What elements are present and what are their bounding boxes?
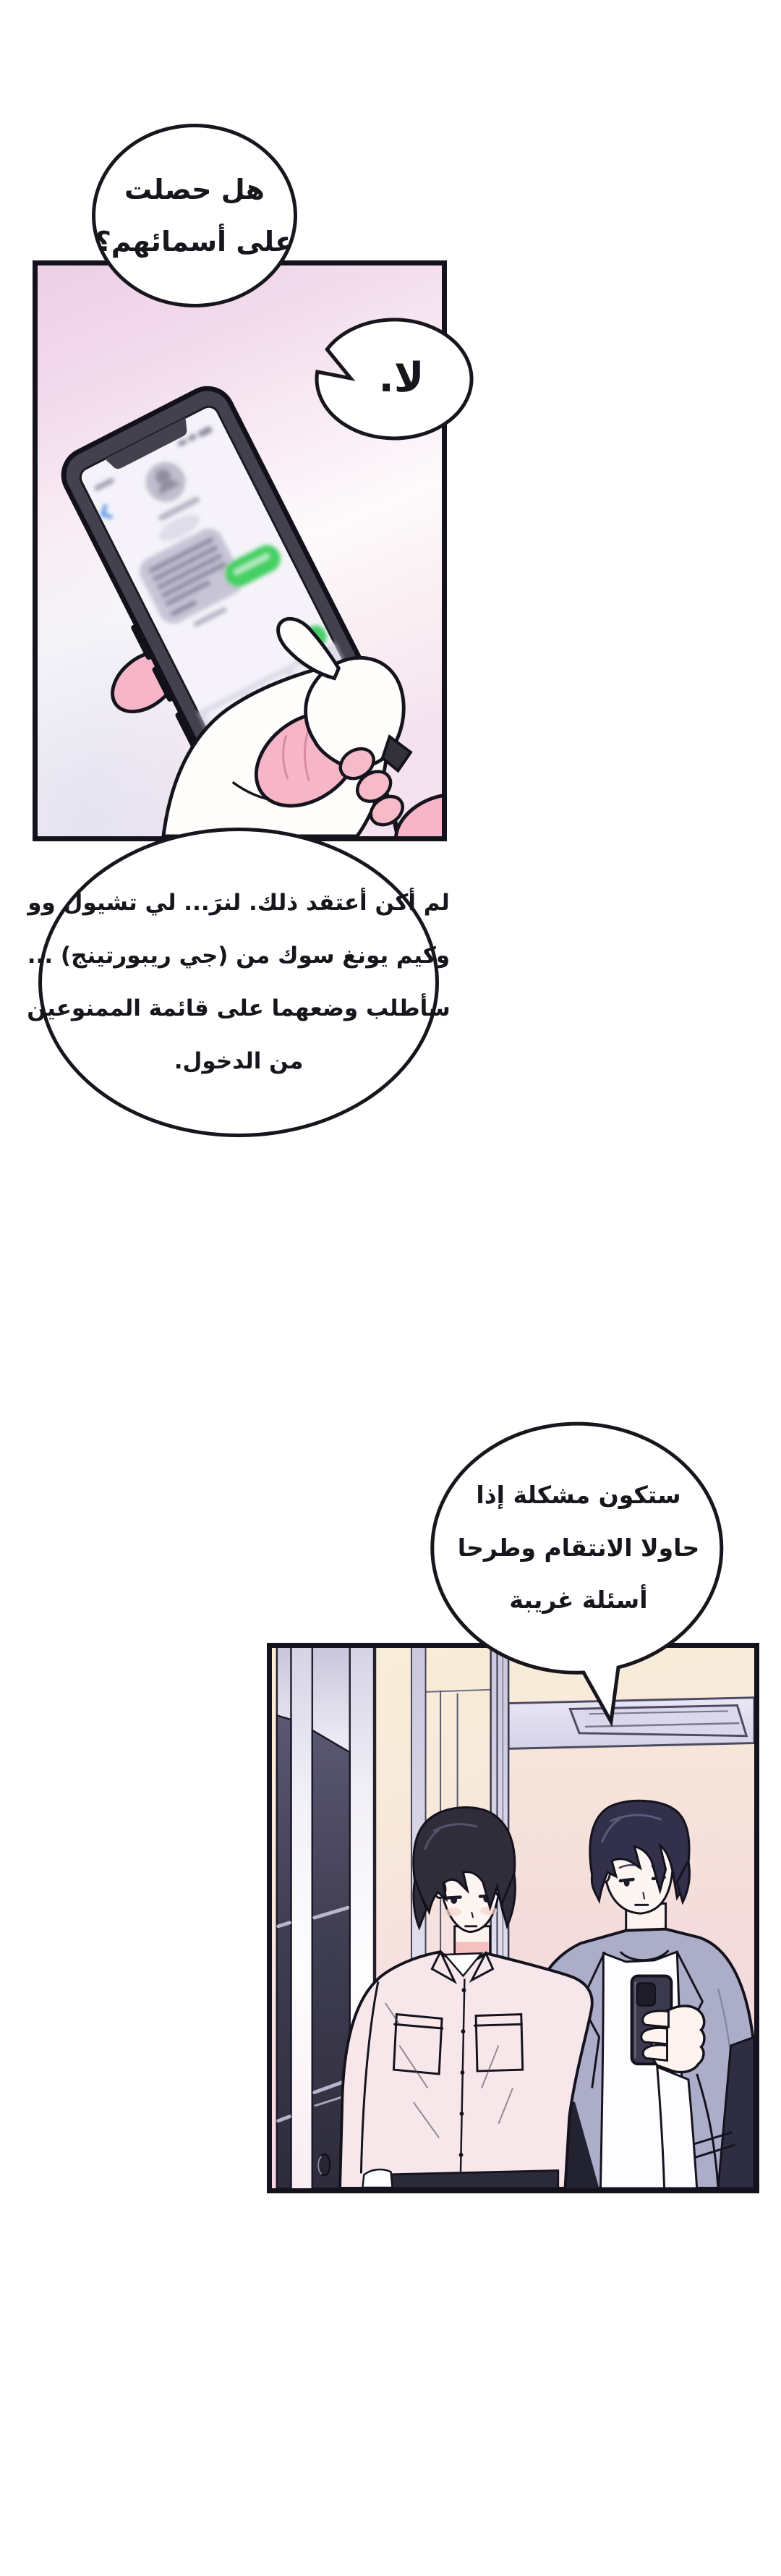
speech-bubble-question — [92, 124, 297, 307]
phone-camera-module — [636, 1983, 654, 2005]
bubble-text-line: حاولا الانتقام وطرحا — [457, 1533, 700, 1562]
bubble-text-line: على أسمائهم؟ — [95, 226, 294, 258]
bubble-text-line: من الدخول. — [174, 1047, 304, 1074]
door-handle — [318, 2154, 330, 2175]
bubble-text-line: وكيم يونغ سوك من (جي ريبورتينج) ... — [27, 943, 451, 969]
bubble-text-line: لم أكن أعتقد ذلك. لنرَ... لي تشيول وو — [27, 890, 450, 917]
speech-bubble-explanation — [27, 828, 451, 1137]
bubble-text-line: هل حصلت — [124, 173, 265, 205]
bubble-text-line: سأطلب وضعهما على قائمة الممنوعين — [27, 995, 451, 1021]
bubble-text-line: أسئلة غريبة — [509, 1586, 648, 1615]
bubble-text-line: ستكون مشكلة إذا — [476, 1481, 681, 1510]
speech-bubble-warning — [457, 1466, 700, 1631]
pants — [375, 2170, 558, 2188]
speech-bubble-no: لا. — [378, 354, 424, 401]
fingers — [641, 2011, 669, 2061]
